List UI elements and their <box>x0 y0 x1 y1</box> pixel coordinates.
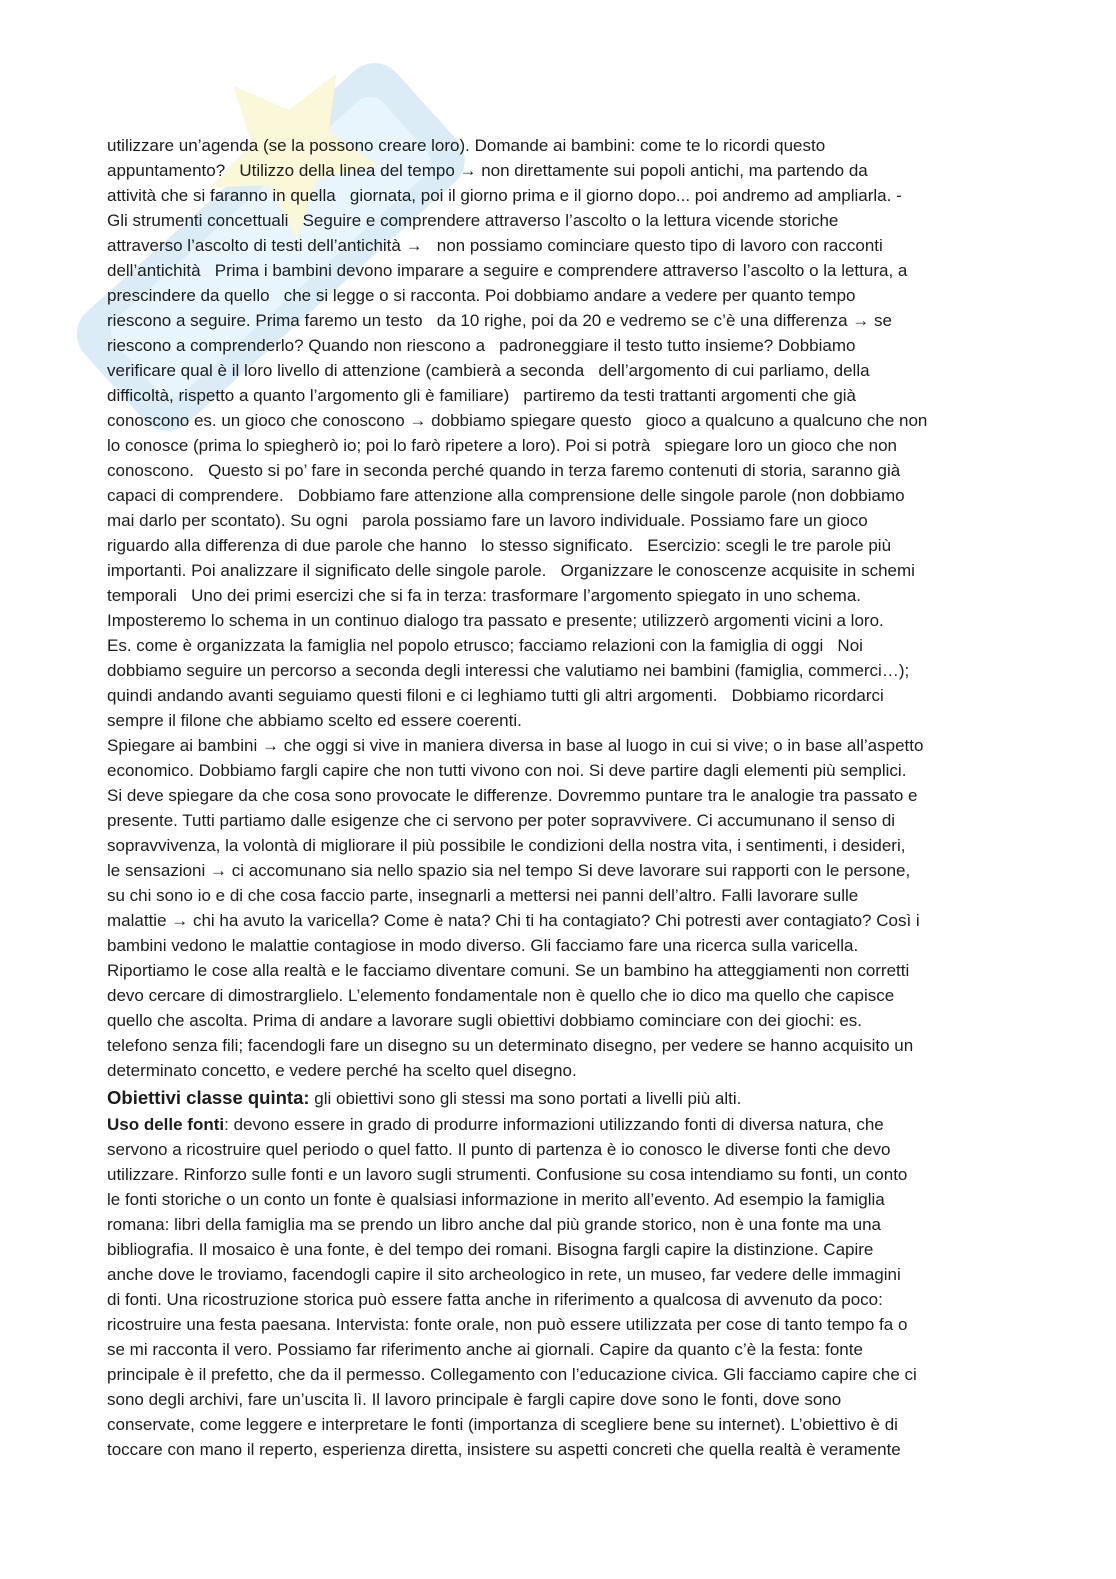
text-line: capaci di comprendere. Dobbiamo fare attenzione alla comprensione delle singole parole (non dobbiamo <box>107 486 905 505</box>
section-heading-line <box>107 1083 1067 1112</box>
text-line: servono a ricostruire quel periodo o quel fatto. Il punto di partenza è io conosco le diverse fonti che devo <box>107 1140 891 1159</box>
text-line: attività che si faranno in quella giornata, poi il giorno prima e il giorno dopo... poi andremo ad ampliarla. - <box>107 186 902 205</box>
text-line: importanti. Poi analizzare il significato delle singole parole. Organizzare le conoscenze acquisite in schemi <box>107 561 915 580</box>
text-line: verificare qual è il loro livello di attenzione (cambierà a seconda dell’argomento di cui parliamo, della <box>107 361 870 380</box>
text-line: bambini vedono le malattie contagiose in modo diverso. Gli facciamo fare una ricerca sulla varicella. <box>107 936 859 955</box>
section-heading-rest: gli obiettivi sono gli stessi ma sono portati a livelli più alti. <box>309 1089 742 1108</box>
text-line: conoscono. Questo si po’ fare in seconda perché quando in terza faremo contenuti di storia, saranno già <box>107 461 901 480</box>
text-line: malattie → chi ha avuto la varicella? Come è nata? Chi ti ha contagiato? Chi potresti aver contagiato? Così i <box>107 911 920 930</box>
text-line: le fonti storiche o un conto un fonte è qualsiasi informazione in merito all’evento. Ad esempio la famiglia <box>107 1190 885 1209</box>
text-line: conservate, come leggere e interpretare le fonti (importanza di scegliere bene su internet). L’obiettivo è di <box>107 1415 898 1434</box>
section-heading: Obiettivi classe quinta: <box>107 1087 310 1108</box>
text-line: principale è il prefetto, che da il permesso. Collegamento con l’educazione civica. Gli facciamo capire che ci <box>107 1365 917 1384</box>
text-line: anche dove le troviamo, facendogli capire il sito archeologico in rete, un museo, far vedere delle immagini <box>107 1265 901 1284</box>
subheading-rest: : devono essere in grado di produrre informazioni utilizzando fonti di diversa natura, che <box>224 1115 884 1134</box>
subheading-line <box>107 1112 1067 1137</box>
text-line: presente. Tutti partiamo dalle esigenze che ci servono per poter sopravvivere. Ci accumunano il senso di <box>107 811 896 830</box>
text-line: di fonti. Una ricostruzione storica può essere fatta anche in riferimento a qualcosa di avvenuto da poco: <box>107 1290 883 1309</box>
text-line: Si deve spiegare da che cosa sono provocate le differenze. Dovremmo puntare tra le analogie tra passato e <box>107 786 918 805</box>
text-line: riescono a comprenderlo? Quando non riescono a padroneggiare il testo tutto insieme? Dobbiamo <box>107 336 856 355</box>
text-line: conoscono es. un gioco che conoscono → dobbiamo spiegare questo gioco a qualcuno a qualcuno che non <box>107 411 928 430</box>
text-line: sono degli archivi, fare un’uscita lì. Il lavoro principale è fargli capire dove sono le fonti, dove sono <box>107 1390 842 1409</box>
text-line: romana: libri della famiglia ma se prendo un libro anche dal più grande storico, non è una fonte ma una <box>107 1215 881 1234</box>
text-line: appuntamento? Utilizzo della linea del tempo → non direttamente sui popoli antichi, ma partendo da <box>107 161 868 180</box>
subheading-uso-delle-fonti: Uso delle fonti <box>107 1115 225 1134</box>
text-line: sempre il filone che abbiamo scelto ed essere coerenti. <box>107 711 522 730</box>
text-line: Es. come è organizzata la famiglia nel popolo etrusco; facciamo relazioni con la famiglia di oggi Noi <box>107 636 863 655</box>
text-line: difficoltà, rispetto a quanto l’argomento gli è familiare) partiremo da testi trattanti argomenti che già <box>107 386 857 405</box>
text-line: se mi racconta il vero. Possiamo far riferimento anche ai giornali. Capire da quanto c’è la festa: fonte <box>107 1340 863 1359</box>
text-line: quello che ascolta. Prima di andare a lavorare sugli obiettivi dobbiamo cominciare con dei giochi: es. <box>107 1011 863 1030</box>
text-line: bibliografia. Il mosaico è una fonte, è del tempo dei romani. Bisogna fargli capire la distinzione. Capire <box>107 1240 874 1259</box>
text-line: utilizzare. Rinforzo sulle fonti e un lavoro sugli strumenti. Confusione su cosa intendiamo su fonti, un conto <box>107 1165 908 1184</box>
text-line: quindi andando avanti seguiamo questi filoni e ci leghiamo tutti gli altri argomenti. Dobbiamo ricordarci <box>107 686 884 705</box>
text-line: attraverso l’ascolto di testi dell’antichità → non possiamo cominciare questo tipo di lavoro con racconti <box>107 236 883 255</box>
text-line: lo conosce (prima lo spiegherò io; poi lo farò ripetere a loro). Poi si potrà spiegare loro un gioco che non <box>107 436 897 455</box>
text-line: prescindere da quello che si legge o si racconta. Poi dobbiamo andare a vedere per quanto tempo <box>107 286 856 305</box>
text-line: economico. Dobbiamo fargli capire che non tutti vivono con noi. Si deve partire dagli elementi più semplici. <box>107 761 907 780</box>
text-line: sopravvivenza, la volontà di migliorare il più possibile le condizioni della nostra vita, i sentimenti, i desideri, <box>107 836 906 855</box>
text-line: Imposteremo lo schema in un continuo dialogo tra passato e presente; utilizzerò argomenti vicini a loro. <box>107 611 884 630</box>
text-line: dobbiamo seguire un percorso a seconda degli interessi che valutiamo nei bambini (famiglia, commerci…); <box>107 661 910 680</box>
text-line: Spiegare ai bambini → che oggi si vive in maniera diversa in base al luogo in cui si vive; o in base all’aspetto <box>107 736 924 755</box>
text-line: riescono a seguire. Prima faremo un testo da 10 righe, poi da 20 e vedremo se c’è una differenza → se <box>107 311 892 330</box>
text-line: determinato concetto, e vedere perché ha scelto quel disegno. <box>107 1061 577 1080</box>
text-line: temporali Uno dei primi esercizi che si fa in terza: trasformare l’argomento spiegato in uno schema. <box>107 586 862 605</box>
text-line: devo cercare di dimostrarglielo. L’elemento fondamentale non è quello che io dico ma quello che capisce <box>107 986 895 1005</box>
text-line: toccare con mano il reperto, esperienza diretta, insistere su aspetti concreti che quella realtà è veramente <box>107 1440 901 1459</box>
text-line: Riportiamo le cose alla realtà e le facciamo diventare comuni. Se un bambino ha atteggiamenti non corretti <box>107 961 910 980</box>
text-line: utilizzare un’agenda (se la possono creare loro). Domande ai bambini: come te lo ricordi questo <box>107 136 826 155</box>
text-line: riguardo alla differenza di due parole che hanno lo stesso significato. Esercizio: scegli le tre parole più <box>107 536 892 555</box>
text-line: Gli strumenti concettuali Seguire e comprendere attraverso l’ascolto o la lettura vicende storiche <box>107 211 839 230</box>
document-body <box>107 133 1067 1462</box>
text-line: ricostruire una festa paesana. Intervista: fonte orale, non può essere utilizzata per cose di tanto tempo fa o <box>107 1315 908 1334</box>
text-line: telefono senza fili; facendogli fare un disegno su un determinato disegno, per vedere se hanno acquisito un <box>107 1036 914 1055</box>
text-line: su chi sono io e di che cosa faccio parte, insegnarli a mettersi nei panni dell’altro. Falli lavorare sulle <box>107 886 859 905</box>
text-line: dell’antichità Prima i bambini devono imparare a seguire e comprendere attraverso l’ascolto o la lettura, a <box>107 261 908 280</box>
text-line: le sensazioni → ci accomunano sia nello spazio sia nel tempo Si deve lavorare sui rapporti con le persone, <box>107 861 911 880</box>
text-line: mai darlo per scontato). Su ogni parola possiamo fare un lavoro individuale. Possiamo fare un gioco <box>107 511 868 530</box>
